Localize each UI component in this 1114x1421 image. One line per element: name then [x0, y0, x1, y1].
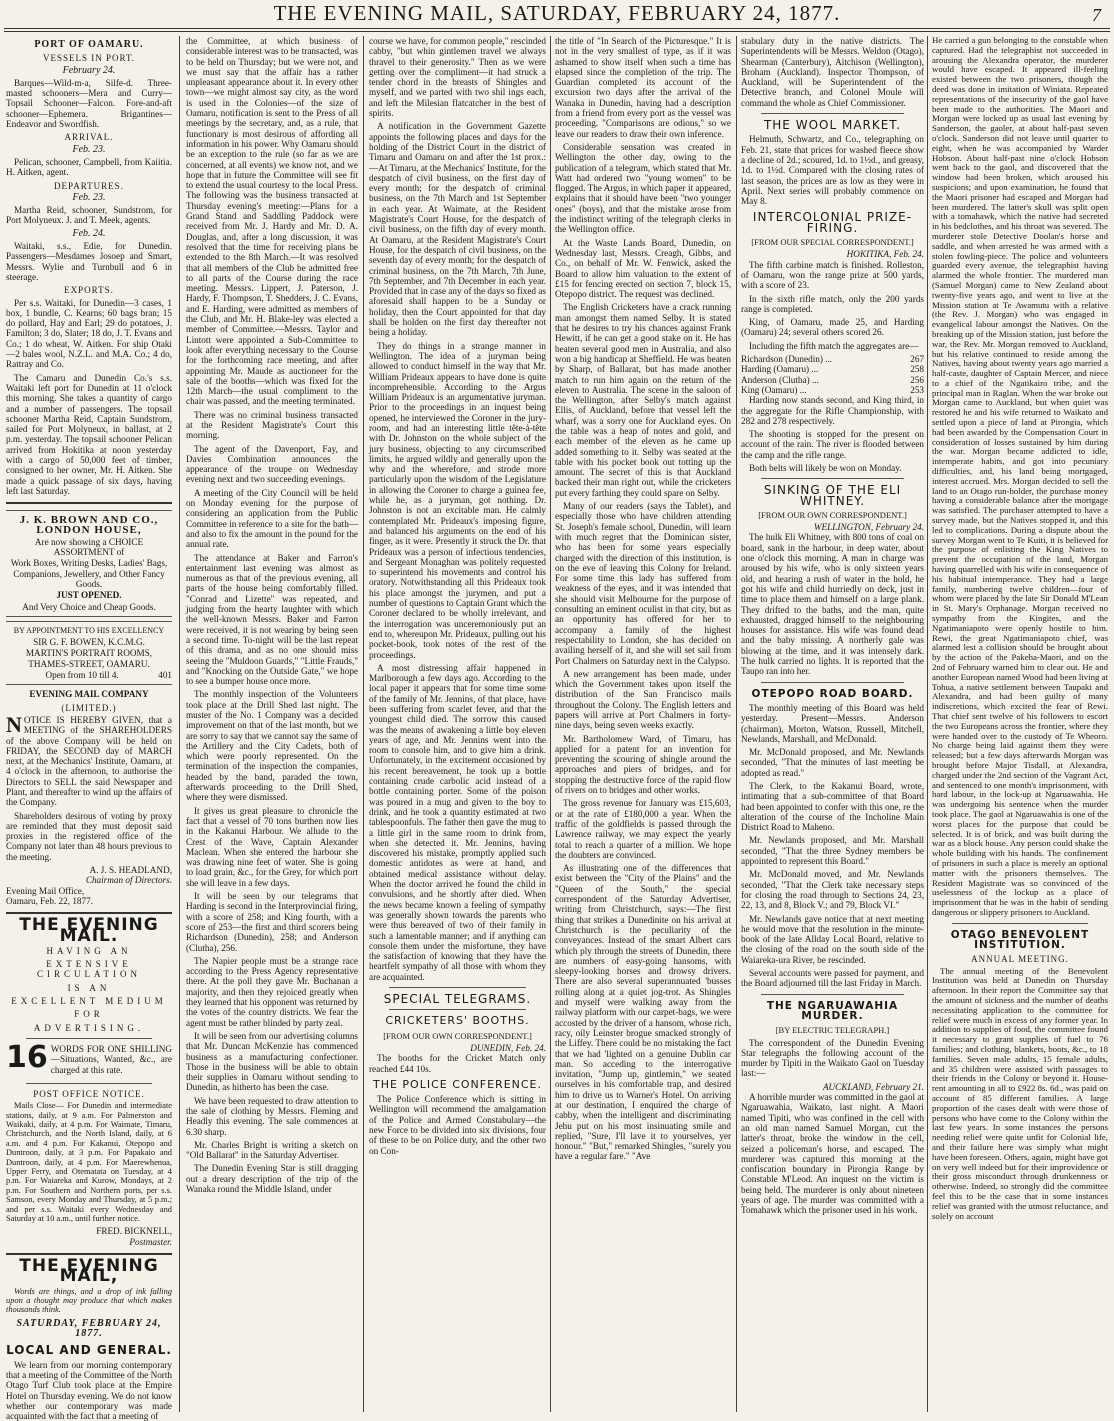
divider — [761, 682, 904, 683]
article-paragraph: A notification in the Government Gazette appoints the following places and days for the holding of the District Court in the district of Timaru and Oamaru on and after the 1st prox.:—At Timaru, at the Mechanics' Institute, for the despatch of civil business, on the first day of every month; for the despatch of criminal business, on the 7th March and 1st September in each year. At Waimate, at the Resident Magistrate's Court House, for the despatch of civil business, on the fifth day of every month. At Oamaru, at the Resident Magistrate's Court House, for the despatch of civil business, on the seventh day of every month; for the despatch of criminal business, on the 7th March, 7th June, 7th September, and 7th December in each year. Provided that in case any of the days so fixed as aforesaid shall happen to be a Sunday or holiday, then the Court appointed for that day shall be holden on the first day thereafter not being a holiday. — [369, 121, 546, 338]
article-paragraph: The attendance at Baker and Farron's entertainment last evening was almost as numerous as that of the previous evening, all parts of the house being comfortably filled. "Conrad and Lizette" was repeated, and judging from the hearty laughter with which the well-known Messrs. Baker and Farron were received, it is not wearing by being seen a second time. To-night will be the last repeat of this drama, and as no one should miss seeing the "Muldoon Guards," "Little Frauds," and "Knocking on the Outside Gate," we hope to see a bumper house once more. — [186, 552, 358, 687]
page-number: 7 — [1092, 5, 1102, 25]
rifle-text: Including the fifth match the aggregates are— — [749, 340, 919, 351]
ngaruawahia-dateline: AUCKLAND, February 21. — [822, 1081, 924, 1092]
column-6 — [932, 36, 1108, 1412]
ad-title: J. K. BROWN AND CO., LONDON HOUSE, — [19, 514, 159, 537]
score-name: Richardson (Dunedin) ... — [741, 354, 833, 365]
article-paragraph: As illustrating one of the differences that exist between the "City of the Plains" and the "Queen of the South," the special correspondent of the Saturday Advertiser, writing from Christchurch, says:—The first thing that strikes a Dunedinite on his arrival at Christchurch is the peculiarity of the conveyances. Instead of the smart Albert cars which ply through the streets of Dunedin, there are numbers of easy-going hansoms, with sleepy-looking horses and drowsy drivers. There are also several superannuated 'busses rolling along at a quiet jog-trot. As Shingles and myself were walking away from the railway platform with our carpet-bags, we were accosted by the driver of a hansom, whose rich, racy, oily Leinster brogue smacked strongly of the Liffey. There could be no mistaking the fact that we had 'lighted on a genuine Dublin car man. So acceding to the interrogative invitation, "Jump up, gintlemin," we seated ourselves in his comfortable trap, and desired him to drive us to Warner's Hotel. On arriving at our destination, I enquired the charge of cabby, when the intelligent and discriminating Jehu put on his most insinuating smile and replied, "Sure, I'll lave it to yourselves, yer honour." "But," remarked Shingles, "surely you have a regular fare." "Ave — [555, 863, 731, 1162]
table-row — [741, 364, 924, 374]
ngaruawahia-text: A horrible murder was committed in the gaol at Ngaruawahia, Waikato, last night. A Maori named Tipiti, who was confined in the cell with an old man named Samuel Morgan, cut the latter's throat, broke the window in the cell, seized a policeman's horse, and escaped. The murderer was captured this morning at the confiscation boundary in Pirongia Range by Constable M'Leod. An inquest on the victim is being held. The murderer is only about nineteen years of age. The murder was committed with a Tomahawk which the prisoner used in his work. — [741, 1092, 924, 1216]
article-paragraph: At the Waste Lands Board, Dunedin, on Wednesday last, Messrs. Creagh, Gibbs, and Co., on behalf of Mr. W. Fenwick, asked the Board to allow him valuation to the extent of £15 for fencing erected on section 7, block 15, Otepopo district. The request was declined. — [555, 237, 731, 300]
column-divider — [736, 36, 737, 1412]
divider — [761, 994, 904, 995]
ad-line: EXTENSIVE CIRCULATION — [37, 959, 141, 980]
column-divider — [363, 36, 364, 1412]
aggregate-scores-table — [741, 354, 924, 395]
article-paragraph: It will be seen by our telegrams that Harding is second in the Interprovincial firing, with a score of 258; and King fourth, with a score of 253—the first and third scorers being Richardson (Dunedin), 258; and Anderson (Clutha), 256. — [186, 891, 358, 953]
divider — [389, 987, 526, 988]
ad-line: ADVERTISING. — [33, 1022, 145, 1033]
article-paragraph: They do things in a strange manner in Wellington. The idea of a juryman being allowed to conduct himself in the way that Mr. William Prideaux appears to have done is quite incomprehensible. According to the Argus William Prideaux is an argumentative juryman. Prior to the proceedings in an inquest being opened, he interviewed the Coroner in the jury-room, and had an interesting little tête-à-tête with Dr. Johnston on the whole subject of the jury business, objecting to any circumscribed limits, he argued wildly and generally upon the why and the wherefore, and strode more particularly upon the wisdom of the Legislature in allowing the Coroner to charge a guinea fee, while he, as a juryman, got nothing. Dr. Johnston is not an excitable man. He calmly contemplated Mr. Prideaux's imposing figure, and balanced his arguments on the end of his finger, as it were. Presently it struck the Dr. that Prideaux was a person of infectious tendencies, and Sergeant Monaghan was politely requested to superintend his movements and control his oratory. Notwithstanding all this Prideaux took his place amongst the jurymen, and put a number of questions to Captain Grant which the Coroner declared to be wholly irrelevant, and the interrogation was unceremoniously put an end to, whereupon Mr. Prideaux, pulling out his pocket-book, took notes of the rest of the proceedings. — [369, 340, 546, 660]
vessels-text: Barques—Wild-m-a, Silfe-d. Three-masted schooners—Mera and Curry—Topsail Schooner—Falcon. Fore-and-aft schooner—Ephemera. Brigantines—Endeavor and Swordfish. — [6, 77, 172, 130]
ad-code: 401 — [158, 670, 172, 681]
local-heading: LOCAL AND GENERAL. — [6, 1343, 172, 1358]
column-divider — [927, 36, 928, 1412]
local-text: We learn from our morning contemporary that a meeting of the Committee of the North Otago Turf Club took place at the Empire Hotel on Thursday evening. We do not know whether our contemporary was made acquainted with the fact that a meeting of — [6, 1359, 172, 1421]
ad-line: And Very Choice and Cheap Goods. — [22, 601, 156, 612]
departures-date-2: Feb. 24. — [72, 227, 106, 239]
article-paragraph: There was no criminal business transacted at the Resident Magistrate's Court this morning. — [186, 409, 358, 441]
booths-dateline: DUNEDIN, Feb. 24. — [470, 1042, 546, 1053]
masthead-rule — [4, 28, 1110, 29]
article-paragraph: course we have, for common people," rescinded cabby, "but whin gintlemen travel we always thravel to their generosity." Then as we were getting over the compliment—it had struck a tender chord in the breasts of Shingles and myself, and we parted with two shil ings each, and left the Milesian flatcatcher in the best of spirits. — [369, 36, 546, 119]
otepopo-text: Several accounts were passed for payment, and the Board adjourned till the last Friday in March. — [741, 968, 924, 989]
table-row — [741, 375, 924, 385]
article-paragraph: A most distressing affair happened in Marlborough a few days ago. According to the local paper it appears that for some time some of the family of Mr. Jennins, of that place, have been suffering from scarlet fever, and that the youngest child died. The sorrow this caused was the means of awakening a little boy eleven years of age, and Mr. Jennins went into the room to console him, and to give him a drink. Unfortunately, in the excitement occasioned by his recent bereavement, he took up a bottle containing crude carbolic acid instead of a bottle containing porter. Some of the poison was poured in a mug and given to the boy to drink, and he took a quantity estimated at two tablespoonfuls. The father then gave the mug to a little girl in the same room to drink from, when she detected it. Mr. Jennins, having discovered his mistake, promptly applied such domestic antidotes as were at hand, and obtained medical assistance without delay. When the doctor arrived he found the child in convulsions, and he shortly after died. When the news became known a feeling of sympathy was generally shown towards the parents who were thus bereaved of two of their family in such a lamentable manner; and if anything can console them under the misfortune, they have the satisfaction of knowing that they have the heartfelt sympathy of all those with whom they are acquainted. — [369, 662, 546, 982]
masthead — [0, 0, 1114, 26]
police-heading: THE POLICE CONFERENCE. — [372, 1077, 543, 1091]
otepopo-text: Mr. Newlands proposed, and Mr. Marshall seconded, "That the three Sydney members be appointed to represent this Board." — [741, 835, 924, 867]
article-paragraph: Mr. Charles Bright is writing a sketch on "Old Ballarat" in the Saturday Advertiser. — [186, 1139, 358, 1161]
postmaster-title: Postmaster. — [129, 1236, 172, 1247]
score-name: Anderson (Clutha) ... — [741, 374, 819, 385]
words-text: WORDS FOR ONE SHILLING—Situations, Wanted, &c., are charged at this rate. — [50, 1043, 172, 1075]
ngaruawahia-text: The correspondent of the Dunedin Evening Star telegraphs the following account of the murder by Tipiti in the Waikato Gaol on Tuesday last:— — [741, 1037, 924, 1079]
ad-line: EXCELLENT MEDIUM — [11, 996, 167, 1007]
column-5 — [741, 36, 924, 1412]
column-4 — [555, 36, 731, 1412]
ngaruawahia-source: [BY ELECTRIC TELEGRAPH.] — [775, 1025, 890, 1036]
article-paragraph: It gives us great pleasure to chronicle the fact that a vessel of 70 tons burthen now lies in the Kakanui Harbour. We allude to the Crest of the Wave, Captain Alexander Maclean. When she entered the harbour she was drawing nine feet of water. She is going to load grain, &c., for the Grey, for which port she will leave in a few days. — [186, 805, 358, 888]
article-paragraph: Many of our readers (says the Tablet), and especially those who have children attending St. Joseph's female school, Dunedin, will learn with much regret that the Dominican sister, who has been for some years especially charged with the direction of this institution, is on the eve of leaving this Colony for Ireland. For some time this lady has suffered from weakness of the eyes, and it was intended that she should visit Melbourne for the purpose of consulting an eminent oculist in that city, but as an opportunity has offered for her to accompany a family of the highest respectability to London, she has decided on availing herself of it, and she will set sail from Port Chalmers on Saturday next in the Calypso. — [555, 501, 731, 666]
article-paragraph: the Committee, at which business of considerable interest was to be transacted, was to be held on Thursday; but we were not, and we must say that the affair has a rather unpleasant appearance about it. In every other town—we might almost say city, as the word is used in the Colonies—of the size of Oamaru, notification is sent to the Press of all meetings by the secretary, and, as a rule, that functionary is most desirous of affording all information in his power. Why Oamaru should be an exception to the rule (so far as we are concerned, at all events) we know not, and we hope that in future the Committee will see fit to extend the usual courtesy to the local Press. The following was the business transacted at Thursday evening's meeting:—Plans for a Grand Stand and Saddling Paddock were received from Mr. J. Hardy and Mr. D. A. Douglas, and, after a long discussion, it was resolved that the time for receiving plans be extended to the 8th March.—It was resolved that all members of the Club be admitted free to all parts of the Course during the race meeting. Messrs. Lippert, J. Paterson, J. Hardy, F. Thompson, T. Shedders, J. C. Evans, and E. Harding, were admitted as members of the Club, and Mr. H. Blake-ley was elected a member of Committee.—Messrs. Taylor and Lintott were appointed a Sub-Committee to look after everything necessary to the Course for the forthcoming race meeting, and after appointing Mr. Maude as auctioneer for the sale of the booths—which was fixed for the 12th March—the usual compliment to the chair was passed, and the meeting terminated. — [186, 36, 358, 407]
column-divider — [179, 36, 180, 1412]
ad-line: SIR G. F. BOWEN, K.C.M.G. — [33, 637, 145, 648]
score-value: 253 — [910, 384, 924, 395]
booths-heading: CRICKETERS' BOOTHS. — [385, 1014, 530, 1028]
wool-text: Helmuth, Schwartz, and Co., telegraphing on Feb. 21, state that prices for washed fleece show a decline of 2d.; scoured, 1d. to 1½d., and greasy, 1d. to 1½d. Compared with the closing rates of last season, the prices are as low as they were in April. Next series will probably commence on May 8. — [741, 134, 924, 207]
ad-line: JUST OPENED. — [56, 590, 122, 601]
company-heading: EVENING MAIL COMPANY — [29, 689, 149, 700]
wool-heading: THE WOOL MARKET. — [763, 118, 902, 133]
police-text: The Police Conference which is sitting in Wellington will recommend the amalgamation of the Police and Armed Constabulary—the new Force to be divided into six divisions, four of these to be on Police duty, and the other two on Con- — [369, 1094, 546, 1156]
booths-text: The booths for the Cricket Match only reached £44 10s. — [369, 1053, 546, 1074]
otepopo-text: Mr. McDonald moved, and Mr. Newlands seconded, "That the Clerk take necessary steps for closing the road through to Sections 24, 23, 22, 13, and 8, Block V.; and 79, Block VI." — [741, 869, 924, 911]
column-divider — [550, 36, 551, 1412]
column-3 — [369, 36, 546, 1412]
score-value: 258 — [910, 364, 924, 375]
notice-text-2: Shareholders desirous of voting by proxy are reminded that they must deposit said proxies in the registered office of the Company not later than 48 hours previous to the meeting. — [6, 810, 172, 862]
shipping-text: The Camaru and Dunedin Co.'s s.s. Waitaki left port for Dunedin at 11 o'clock this morning. She takes a quantity of cargo and a number of passengers. The topsail schooner Martha Reid, Captain Sundstrom, sailed for Port Molyneux, in ballast, at 2 p.m. yesterday. The topsail schooner Pelican arrived from Hokitika at noon yesterday with a cargo of 50,000 feet of timber, consigned to her owner, Mr. H. Aitken. She made a quick passage of six days, having left last Saturday. — [6, 372, 172, 496]
article-paragraph: the title of "In Search of the Picturesque." It is not in the very smallest of type, as if it was ashamed to show itself when such a time has elapsed since the completion of the trip. The Guardian completed its account of the excursion two days after the arrival of the Wanaka in Dunedin, having had a description from a friend from every port as the vessel was proceeding. "Comparisons are odious," so we leave our readers to draw their own inference. — [555, 36, 731, 139]
otepopo-text: Mr. Newlands gave notice that at next meeting he would move that the resolution in the minute-book of the late Allday Local Board, relative to the closing of the road on the south side of the Waiareka-ura River, be rescinded. — [741, 913, 924, 965]
otepopo-text: Mr. McDonald proposed, and Mr. Newlands seconded, "That the minutes of last meeting be adopted as read." — [741, 747, 924, 778]
article-paragraph: The English Cricketers have a crack running man amongst them named Selby. It is stated that he desires to try his chances against Frank Hewitt, if he can get a good stake on it. He has beaten several good men in Australia, and also won a big handicap at Sheffield. He was beaten by Sharp, of Ballarat, but has made another match to run him again on the return of the eleven to Australia. The scene in the saloon of the Wellington, after Selby's match against Ellis, of Auckland, before that vessel left the wharf, was a sorry one for Auckland eyes. On the table was a heap of notes and gold, and each member of the eleven as he came up added something to it. Selby was seated at the table with his pocket book out totting up the amount. The secret of this is that Auckland backed their man right out, while the cricketers put every farthing they could spare on Selby. — [555, 302, 731, 498]
arrival-text: Pelican, schooner, Campbell, from Kaiitia. H. Aitken, agent. — [6, 156, 172, 178]
editorial-masthead: THE EVENING MAIL, — [19, 1256, 159, 1287]
table-row — [741, 354, 924, 364]
arrival-date: Feb. 23. — [72, 143, 106, 155]
departures-date: Feb. 23. — [72, 191, 106, 203]
vessels-heading: VESSELS IN PORT. — [42, 53, 136, 64]
rifle-text: In the sixth rifle match, only the 200 yards range is completed. — [741, 293, 924, 314]
divider — [6, 1253, 172, 1255]
benevolent-text: The annual meeting of the Benevolent Institution was held at Dunedin on Thursday afternoon. In their report the Committee say that the amount of sickness and the number of deaths necessitating application to the committee for relief were much in excess of any former year. In addition to supplies of food, the committee found it necessary to grant supplies of fuel to 76 families; and clothing, blankets, boots, &c., to 18 families. Seven male adults, 15 female adults, and 35 children were assisted with passages to their friends in the Colony or beyond it. House-rent amounting in all to £922 8s. 6d., was paid on account of 85 different families. A large proportion of the cases dealt with were those of persons who have come to the Colony within the last few years. In some instances the persons needing relief were quite unfit for Colonial life, and their failure here was simply what might have been foreseen. Others, again, might have got on very well indeed but for their improvidence or their gross misconduct through drunkenness or otherwise. Indeed, so strongly did the committee feel this to be the case that in some instances relief was granted with the utmost reluctance, and solely on account — [932, 965, 1108, 1221]
notice-dropcap: N — [6, 711, 22, 737]
rifle-text: King, of Oamaru, made 25, and Harding (Oamaru) 24; several others scored 26. — [741, 317, 924, 338]
notice-date: Oamaru, Feb. 22, 1877. — [6, 895, 94, 906]
notice-office: Evening Mail Office, — [6, 885, 85, 896]
eli-heading: SINKING OF THE ELI WHITNEY. — [763, 483, 902, 508]
ad-hours: Open from 10 till 4. — [45, 670, 119, 681]
benevolent-subheading: ANNUAL MEETING. — [971, 954, 1069, 965]
arrival-heading: ARRIVAL. — [64, 132, 114, 143]
score-name: Harding (Oamaru) ... — [741, 364, 819, 375]
exports-text: Per s.s. Waitaki, for Dunedin—3 cases, 1 box, 1 bundle, C. Kearns; 60 bags bran; 15 do pollard, Hay and Earl; 29 do potatoes, J. Familton; 3 do, Slater; 18 do, J. T. Evans and Co.; 1 do wheat, W. Aitken. For ship Otaki—2 bales wool, N.Z.L. and M.A. Co.; 4 do, Rattray and Co. — [6, 297, 172, 370]
editorial-quote: Words are things, and a drop of ink falling upon a thought may produce that which makes thousands think. — [6, 1286, 172, 1315]
rifle-text: The shooting is stopped for the present on account of the rain. The river is flooded between the camp and the rifle range. — [741, 429, 924, 460]
article-paragraph: The Dunedin Evening Star is still dragging out a dreary description of the trip of the Wanaka round the Middle Island, under — [186, 1163, 358, 1195]
otepopo-text: The monthly meeting of this Board was held yesterday. Present—Messrs. Anderson (chairman), Morton, Watson, Russell, Mitchell, Newlands, Marshall, and McDonald. — [741, 702, 924, 744]
ad-line: Work Boxes, Writing Desks, Ladies' Bags, Companions, Jewellery, and Other Fancy Goods. — [10, 558, 168, 589]
divider — [761, 478, 904, 479]
divider — [761, 113, 904, 114]
booths-source: [FROM OUR OWN CORRESPONDENT.] — [383, 1030, 532, 1041]
words-number: 16 — [6, 1039, 48, 1075]
divider — [6, 502, 172, 504]
ad-line: FOR — [74, 1009, 104, 1020]
ad-line: IS AN — [67, 982, 111, 993]
eli-source: [FROM OUR OWN CORRESPONDENT.] — [758, 509, 907, 520]
ad-line: MARTIN'S PORTRAIT ROOMS, THAMES-STREET, OAMARU. — [25, 648, 153, 669]
divider — [26, 1083, 152, 1084]
divider — [26, 1038, 152, 1039]
port-heading: PORT OF OAMARU. — [34, 39, 144, 50]
rifle-text: Harding now stands second, and King third, in the aggregate for the Rifle Championship, with 282 and 278 respectively. — [741, 395, 924, 426]
editorial-date: SATURDAY, FEBRUARY 24, 1877. — [16, 1317, 162, 1340]
ad-line: BY APPOINTMENT TO HIS EXCELLENCY — [13, 625, 165, 635]
ad-line — [6, 670, 172, 680]
exports-heading: EXPORTS. — [64, 285, 114, 296]
article-paragraph: The gross revenue for January was £15,603, or at the rate of £180,000 a year. When the traffic of the goldfields is passed through the Lawrence railway, we may expect the yearly total to reach a quarter of a million. We hope the doubters are convinced. — [555, 798, 731, 860]
notice-signature-title: Chairman of Directors. — [85, 875, 172, 886]
article-paragraph: It will be seen from our advertising columns that Mr. Duncan McKenzie has commenced business as a manufacturing confectioner. Those in the business will be able to obtain their supplies in Oamaru without sending to Dunedin, as hitherto has been the case. — [186, 1030, 358, 1093]
departures-text: Martha Reid, schooner, Sundstrom, for Port Molyneux. J. and T. Meek, agents. — [6, 205, 172, 226]
eli-dateline: WELLINGTON, February 24. — [813, 522, 924, 533]
postmaster-name: FRED. BICKNELL, — [96, 1226, 172, 1237]
column-2 — [186, 36, 358, 1412]
brown-advertisement — [6, 510, 172, 617]
masthead-title: THE EVENING MAIL, SATURDAY, FEBRUARY 24, 1877. — [273, 1, 841, 25]
otepopo-heading: OTEPOPO ROAD BOARD. — [751, 687, 914, 700]
divider — [952, 923, 1088, 924]
vessels-date: February 24. — [62, 64, 116, 76]
departures-text-2: Waitaki, s.s., Edie, for Dunedin. Passengers—Mesdames Josoep and Smart, Messrs. Wylie and Turnbull and 6 in steerage. — [6, 241, 172, 282]
divider — [6, 912, 172, 914]
special-telegrams-heading: SPECIAL TELEGRAMS. — [383, 992, 532, 1007]
post-office-heading: POST OFFICE NOTICE. — [33, 1088, 145, 1099]
divider — [389, 1009, 526, 1010]
rifle-heading: INTERCOLONIAL PRIZE-FIRING. — [752, 210, 913, 235]
article-paragraph: The Napier people must be a strange race according to the Press Agency representative there. At the poll they gave Mr. Buchanan a majority, and then they rejoiced greatly when they learned that his opponent was returned by the votes of the country districts. We fear the agent must be rather blinded by party zeal. — [186, 955, 358, 1028]
post-office-text: Mails Close— For Dunedin and intermediate stations, daily, at 9 a.m. For Palmerston and Waikaki, daily, at 4 p.m. For Waimate, Timaru, Christchurch, and the North Island, daily, at 6 a.m. and 4 p.m. For Kakanui, Otepopo and Duntroon, daily, at 3 p.m. For Papakaio and Duntroon, daily, at 4 p.m. For Maerewhenua, Upper Ferry, and Otematata on Tuesday, at 4 p.m. For Waiareka and Kurow, Mondays, at 2 p.m. For Southern and Northern ports, per s.s. Samson, every Monday and Thursday, at 5 p.m.; and per s.s. Waitaki every Wednesday and Saturday at 10 a.m., until further notice. — [6, 1101, 172, 1223]
company-sub: (LIMITED.) — [61, 702, 117, 713]
article-paragraph: He carried a gun belonging to the constable when captured. Had the telegraphist not succeeded in arousing the Alexandra operator, the murderer would have escaped. It appeared ill-feeling existed between the two prisoners, though the deed was done in imitation of Winiata. Repeated representations of the insecurity of the gaol have been made to the authorities. The Maori and Morgan were locked up as usual last evening by Sanderson, the gaoler, at about half-past seven o'clock. Sanderson did not leave until quarter to eight, when he was accompanied by Warder Hobson. About half-past nine o'clock Hobson went back to the gaol, and discovered that the window had been broken, which aroused his suspicions; and upon examination, he found that the Maori prisoner had escaped and Morgan had been murdered. The latter's skull was split open with a tomahawk, which the native had secreted in his bedclothes, and his throat was severed. The murderer stole Detective Doolan's horse and saddle, and when arrested he was armed with a stolen fowling-piece. The police and volunteers guarded every avenue, the telegraphist having alarmed the whole frontier. The murdered man (Samuel Morgan) came to New Zealand about twenty-five years ago, and went to live at the Mission station at Te Awamutu with a relative (the Rev. J. Morgan) who was engaged in evangelical labour amongst the Natives. On the breaking up of the Mission station, just before the war, the Rev. Mr. Morgan removed to Auckland, but his relative continued to reside among the Natives, having about twenty years ago married a half-caste, daughter of Captain Mercer, and niece to a chief of the Ngatikairo tribe, and the principal man in Raglan. When the war broke out Morgan came to Auckland, but when quiet was restored he and his wife returned to Waikato and settled upon a piece of land at Pirongia, which had been awarded by the Compensation Court in consideration of losses sustained by him during the war. Morgan became addicted to idle, intemperate habits, and got into pecuniary difficulties, and, his land being mortgaged, interest accrued. Mrs. Morgan decided to sell the land to an Otago run-holder, the purchase money having a considerable balance after the mortgage was satisfied. The purchaser attempted to have a survey made, but the Natives stopped it, and this led to complications. During a dispute about the survey Morgan went to Te Kuiti, it is believed for the purpose of enlisting the King Natives to prevent the occupation of the land, Morgan having quarrelled with his wife in consequence of his habitual intemperance. They had a large family, numbering twelve children—four of whom were placed by the late Sir Donald M'Lean in St. Mary's Orphanage. Morgan received no sympathy from the Kingites, and the Ngatimaniapoto were openly hostile to him. Rewi, the great Ngatimaniapoto chief, was alarmed lest a collision should be brought about by the action of the Pakeha-Maori, and on the 2nd of February warned him to clear out. He and another European named Wood had been living at Tohua, a native settlement between Taupaki and Alexandra, and had been guilty of many indiscretions, which excited the fear of Rewi. That chief sent twelve of his followers to escort the two Europeans across the frontier, where they were handed over to the custody of Te Wheoro. No charge being laid against them they were released; but a few days afterwards Morgan was brought before Major Tisdall, at Alexandra, charged under the 2nd section of the Vagrant Act, and sentenced to one month's imprisonment, with hard labour, in the lock-up at Ngaruawahia. He was undergoing his sentence when the murder took place. The gaol at Ngaruawahia is one of the worst places for the purpose that could be selected. It is of brick, and was built during the war as a block house. Any person could shake the whole building with his hands. The confinement of prisoners in such a place is merely an optional matter with the prisoners themselves. The Resident Magistrate was so convinced of the uselessness of the lockup as a place of imprisonment that he was in the habit of sending dangerous or slippery prisoners to Auckland. — [932, 35, 1108, 917]
score-name: King (Oamaru) ... — [741, 384, 807, 395]
eli-text: The hulk Eli Whitney, with 800 tons of coal on board, sank in the harbour, in deep water, about one o'clock this morning. A man in charge was aroused by his wife, who is only sixteen years old, and hearing a rush of water in the hold, he got his wife and child hurriedly on deck, just in time to place them and himself on a large plank. They drifted to the baths, and the man, quite exhausted, dragged himself to the neighbouring houses for assistance. His wife was found dead and the baby missing. A northerly gale was blowing at the time, and it was intensely dark. The hulk carried no lights. It is reported that the Taupo ran into her. — [741, 532, 924, 677]
rifle-dateline: HOKITIKA, Feb. 24. — [846, 249, 924, 260]
otepopo-text: The Clerk, to the Kakanui Board, wrote, intimating that a sub-committee of that Board had been appointed to confer with this one, re the alteration of the course of the Incholine Main District Road to Maheno. — [741, 781, 924, 833]
rifle-text: The fifth carbine match is finished. Rolleston, of Oamaru, won the range prize at 500 yards, with a score of 23. — [741, 259, 924, 291]
ngaruawahia-heading: THE NGARUAWAHIA MURDER. — [766, 999, 899, 1022]
departures-heading: DEPARTURES. — [54, 180, 124, 191]
article-paragraph: Mr. Bartholomew Ward, of Timaru, has applied for a patent for an invention for preventing the scouring of shingle around the approaches and piers of bridges, and for stopping the destructive force of the rapid flow of rivers on to bridges and other works. — [555, 733, 731, 796]
score-value: 256 — [910, 374, 924, 385]
evening-mail-ad-title: THE EVENING MAIL. — [19, 915, 159, 946]
column-1 — [6, 36, 172, 1421]
ad-line: HAVING AN — [46, 945, 132, 956]
benevolent-heading: OTAGO BENEVOLENT INSTITUTION. — [950, 928, 1090, 952]
notice-signature: A. J. S. HEADLAND, — [89, 865, 172, 876]
article-paragraph: A new arrangement has been made, under which the Government takes upon itself the distribution of the San Francisco mails throughout the Colony. The English letters and papers will arrive at Port Chalmers in forty-nine days, being seven weeks exactly. — [555, 668, 731, 731]
martin-advertisement — [6, 621, 172, 685]
masthead-rule-double — [4, 31, 1110, 32]
article-paragraph: The monthly inspection of the Volunteers took place at the Drill Shed last night. The muster of the No. 1 Company was a decided improvement on that of the last month, but we are sorry to say that we cannot say the same of the Artillery and the City Cadets, both of which were poorly represented. On the termination of the inspection the companies, headed by the band, paraded the town, afterwards proceeding to the Drill Shed, where they were dismissed. — [186, 689, 358, 803]
ad-line: Are now showing a CHOICE ASSORTMENT of — [34, 536, 144, 558]
article-paragraph: We have been requested to draw attention to the sale of clothing by Messrs. Fleming and Headly this evening. The sale commences at 6.30 sharp. — [186, 1095, 358, 1137]
table-row — [741, 385, 924, 395]
rifle-text: Both belts will likely be won on Monday. — [749, 462, 902, 473]
article-paragraph: stabulary duty in the native districts. The Superintendents will be Messrs. Weldon (Otago), Shearman (Canterbury), Aitchison (Wellington), Broham (Auckland). Inspector Thompson, of Auckland, will be Superintendent of the Detective branch, and Colonel Moule will command the whole as Chief Commissioner. — [741, 36, 924, 108]
article-paragraph: Considerable sensation was created in Wellington the other day, owing to the publication of a telegram, which stated that Mr. Watt had ordered two "young women" to be flogged. The Argus, in which paper it appeared, explains that it should have been "two younger ones" (boys), and that the mistake arose from the indistinct writing of the telegraph clerks in the Wellington office. — [555, 141, 731, 235]
rifle-source: [FROM OUR SPECIAL CORRESPONDENT.] — [751, 237, 914, 248]
notice-text: OTICE IS HEREBY GIVEN, that a MEETING of the SHAREHOLDERS of the above Company will be held on FRIDAY, the SECOND day of MARCH next, at the Mechanics' Institute, Oamaru, at 4 o'clock in the afternoon, to authorise the Directors to SELL the said Newspaper and Plant, and thereafter to wind up the affairs of the Company. — [6, 714, 172, 808]
article-paragraph: The agent of the Davenport, Fay, and Davies Combination announces the appearance of the troupe on Wednesday evening next and two succeeding evenings. — [186, 443, 358, 485]
score-value: 267 — [910, 354, 924, 365]
article-paragraph: A meeting of the City Council will be held on Monday evening for the purpose of considering an application from the Public Committee in reference to a site for the bath—and also to fix the amount in the pound for the annual rate. — [186, 487, 358, 550]
